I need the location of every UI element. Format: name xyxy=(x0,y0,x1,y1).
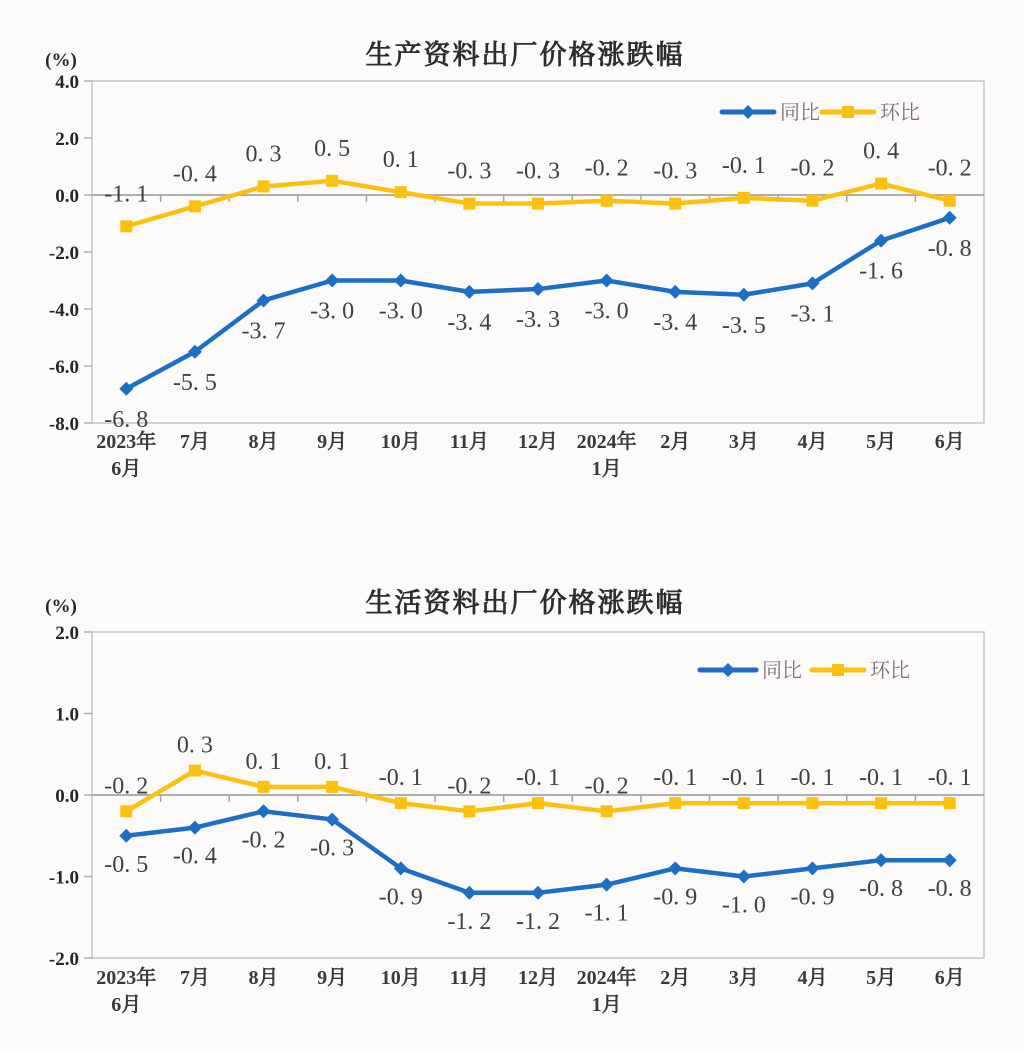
x-tick-label: 8月 xyxy=(248,967,279,989)
square-marker-icon xyxy=(875,178,887,190)
square-marker-icon xyxy=(189,200,201,212)
data-point-label: -0. 9 xyxy=(790,884,835,911)
x-tick-label: 10月 xyxy=(380,431,421,453)
chart1-plot-area xyxy=(49,72,984,480)
diamond-marker-icon xyxy=(737,288,751,302)
diamond-marker-icon xyxy=(462,886,476,900)
square-marker-icon xyxy=(669,797,681,809)
chart2-unit-label: (%) xyxy=(45,596,77,617)
data-point-label: -0. 9 xyxy=(653,884,698,911)
chart2-title: 生活资料出厂价格涨跌幅 xyxy=(365,588,685,618)
data-point-label: -0. 3 xyxy=(516,158,560,185)
square-marker-icon xyxy=(463,805,475,817)
x-tick-label: 7月 xyxy=(179,967,210,989)
data-point-label: -3. 4 xyxy=(447,309,492,336)
data-point-label: -0. 2 xyxy=(584,155,629,182)
x-tick-label: 5月 xyxy=(866,967,897,989)
data-point-label: -0. 3 xyxy=(310,835,355,862)
data-point-label: 0. 5 xyxy=(314,135,351,162)
data-point-label: -3. 4 xyxy=(653,309,698,336)
x-tick-label: 3月 xyxy=(728,431,759,453)
diamond-marker-icon xyxy=(188,821,202,835)
square-marker-icon xyxy=(532,198,544,210)
data-point-label: -0. 3 xyxy=(447,158,492,185)
square-marker-icon xyxy=(944,797,956,809)
x-tick-label: 2月 xyxy=(660,431,691,453)
diamond-marker-icon xyxy=(874,853,888,867)
data-point-label: 0. 1 xyxy=(245,748,282,775)
diamond-marker-icon xyxy=(325,274,339,288)
x-tick-label: 4月 xyxy=(797,967,828,989)
data-point-label: -0. 4 xyxy=(172,843,217,870)
square-marker-icon xyxy=(258,781,270,793)
y-tick-label: -2.0 xyxy=(48,243,79,264)
square-marker-icon xyxy=(875,797,887,809)
x-tick-label: 10月 xyxy=(380,967,421,989)
data-point-label: -3. 1 xyxy=(790,301,835,328)
chart2-legend-label-huanbi: 环比 xyxy=(870,660,910,682)
diamond-marker-icon xyxy=(805,861,819,875)
chart1-title: 生产资料出厂价格涨跌幅 xyxy=(365,40,685,70)
x-tick-label: 2024年 1月 xyxy=(576,431,637,480)
y-tick-label: 2.0 xyxy=(55,129,79,150)
data-point-label: -0. 1 xyxy=(859,765,904,792)
data-point-label: -0. 2 xyxy=(790,155,835,182)
square-marker-icon xyxy=(395,797,407,809)
diamond-marker-icon xyxy=(462,285,476,299)
data-point-label: -0. 2 xyxy=(584,773,629,800)
y-tick-label: 0.0 xyxy=(55,786,79,807)
data-point-label: -0. 2 xyxy=(241,827,286,854)
data-point-label: -0. 1 xyxy=(927,765,972,792)
square-marker-icon xyxy=(395,186,407,198)
y-tick-label: -6.0 xyxy=(48,357,79,378)
data-point-label: 0. 3 xyxy=(176,732,213,759)
data-point-label: -1. 1 xyxy=(104,181,149,208)
x-tick-label: 6月 xyxy=(934,967,965,989)
legend-diamond-icon xyxy=(741,105,755,119)
chart2-plot-area xyxy=(49,623,984,1016)
data-point-label: -0. 8 xyxy=(859,876,904,903)
data-point-label: 0. 1 xyxy=(314,748,351,775)
square-marker-icon xyxy=(326,781,338,793)
data-point-label: -6. 8 xyxy=(104,406,149,433)
chart1-legend xyxy=(722,101,920,124)
data-point-label: 0. 1 xyxy=(382,147,419,174)
diamond-marker-icon xyxy=(737,870,751,884)
data-point-label: -3. 0 xyxy=(310,298,355,325)
data-point-label: -3. 5 xyxy=(721,312,766,339)
diamond-marker-icon xyxy=(943,211,957,225)
chart1-legend-label-huanbi: 环比 xyxy=(880,102,920,124)
y-tick-label: 0.0 xyxy=(55,186,79,207)
x-tick-label: 2024年 1月 xyxy=(576,967,637,1016)
chart2-legend-label-tongbi: 同比 xyxy=(762,660,802,682)
legend-square-icon xyxy=(842,106,854,118)
data-point-label: -0. 2 xyxy=(447,773,492,800)
x-tick-label: 6月 xyxy=(934,431,965,453)
y-tick-label: -1.0 xyxy=(48,867,79,889)
square-marker-icon xyxy=(120,805,132,817)
data-point-label: -0. 3 xyxy=(653,158,698,185)
data-point-label: -0. 2 xyxy=(927,155,972,182)
diamond-marker-icon xyxy=(600,878,614,892)
square-marker-icon xyxy=(738,192,750,204)
square-marker-icon xyxy=(120,220,132,232)
x-tick-label: 2023年 6月 xyxy=(96,967,157,1016)
diamond-marker-icon xyxy=(668,285,682,299)
x-tick-label: 4月 xyxy=(797,431,828,453)
data-point-label: -0. 4 xyxy=(172,161,217,188)
x-tick-label: 11月 xyxy=(449,967,489,989)
square-marker-icon xyxy=(738,797,750,809)
data-point-label: -0. 1 xyxy=(790,765,835,792)
data-point-label: -0. 1 xyxy=(653,765,698,792)
legend-square-icon xyxy=(832,664,844,676)
data-point-label: -3. 3 xyxy=(516,307,560,334)
data-point-label: -1. 2 xyxy=(516,908,560,935)
diamond-marker-icon xyxy=(668,861,682,875)
y-tick-label: -2.0 xyxy=(48,949,79,970)
square-marker-icon xyxy=(326,175,338,187)
data-point-label: -1. 6 xyxy=(859,258,904,285)
square-marker-icon xyxy=(669,198,681,210)
diamond-marker-icon xyxy=(600,274,614,288)
data-point-label: -0. 8 xyxy=(927,235,972,262)
data-point-label: -0. 2 xyxy=(104,773,149,800)
data-point-label: -1. 2 xyxy=(447,908,492,935)
x-tick-label: 2023年 6月 xyxy=(96,431,157,480)
data-point-label: -0. 8 xyxy=(927,876,972,903)
diamond-marker-icon xyxy=(257,804,271,818)
square-marker-icon xyxy=(463,198,475,210)
x-tick-label: 5月 xyxy=(866,431,897,453)
square-marker-icon xyxy=(806,195,818,207)
chart2-legend xyxy=(700,659,910,682)
x-tick-label: 9月 xyxy=(317,431,348,453)
data-point-label: -1. 0 xyxy=(721,892,766,919)
x-tick-label: 7月 xyxy=(179,431,210,453)
chart1-unit-label: (%) xyxy=(45,50,77,71)
data-point-label: -0. 9 xyxy=(378,884,423,911)
x-tick-label: 11月 xyxy=(449,431,489,453)
x-tick-label: 12月 xyxy=(518,431,558,453)
square-marker-icon xyxy=(532,797,544,809)
square-marker-icon xyxy=(601,195,613,207)
data-point-label: -0. 1 xyxy=(721,152,766,179)
square-marker-icon xyxy=(189,765,201,777)
y-tick-label: 4.0 xyxy=(55,72,79,93)
chart1-legend-label-tongbi: 同比 xyxy=(780,102,820,124)
data-point-label: -3. 0 xyxy=(378,298,423,325)
diamond-marker-icon xyxy=(531,886,545,900)
data-point-label: -1. 1 xyxy=(584,900,629,927)
data-point-label: 0. 3 xyxy=(245,141,282,168)
square-marker-icon xyxy=(944,195,956,207)
square-marker-icon xyxy=(258,180,270,192)
square-marker-icon xyxy=(601,805,613,817)
x-tick-label: 3月 xyxy=(728,967,759,989)
diamond-marker-icon xyxy=(943,853,957,867)
data-point-label: -3. 0 xyxy=(584,298,629,325)
diamond-marker-icon xyxy=(119,829,133,843)
data-point-label: -0. 1 xyxy=(516,765,560,792)
diamond-marker-icon xyxy=(531,282,545,296)
x-tick-label: 9月 xyxy=(317,967,348,989)
consumer-goods-chart xyxy=(45,587,984,1016)
y-tick-label: -4.0 xyxy=(48,300,79,321)
y-tick-label: 1.0 xyxy=(55,704,79,726)
data-point-label: -0. 1 xyxy=(721,765,766,792)
producer-goods-chart xyxy=(45,39,984,480)
data-point-label: -0. 5 xyxy=(104,851,149,878)
data-point-label: -5. 5 xyxy=(172,369,217,396)
plot-border xyxy=(92,81,984,423)
legend-diamond-icon xyxy=(721,663,735,677)
x-tick-label: 8月 xyxy=(248,431,279,453)
y-tick-label: 2.0 xyxy=(55,623,79,644)
data-point-label: -0. 1 xyxy=(378,765,423,792)
diamond-marker-icon xyxy=(394,274,408,288)
square-marker-icon xyxy=(806,797,818,809)
y-tick-label: -8.0 xyxy=(48,414,79,435)
data-point-label: 0. 4 xyxy=(863,138,900,165)
x-tick-label: 12月 xyxy=(518,967,558,989)
data-point-label: -3. 7 xyxy=(241,318,286,345)
x-tick-label: 2月 xyxy=(660,967,691,989)
